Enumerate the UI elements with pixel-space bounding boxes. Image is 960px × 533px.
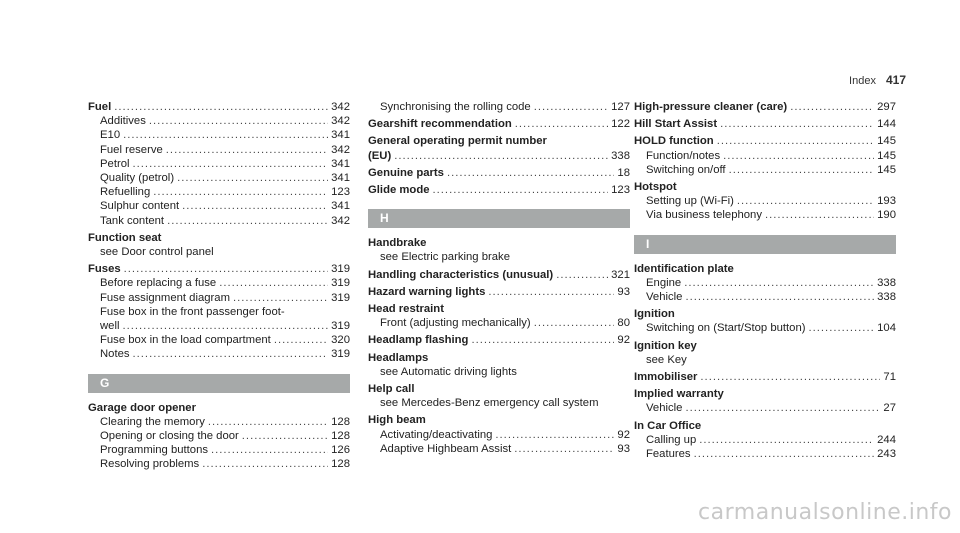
page-ref: 338 [877,291,896,304]
index-entry [368,166,630,180]
leader-dots [694,447,875,461]
page-ref: 342 [331,143,350,156]
subentry-text: Notes [100,348,130,361]
index-term: Ignition [634,308,675,321]
subentry-text: Adaptive Highbeam Assist [380,442,512,455]
letter-heading-g: G [88,374,350,393]
subentry-text: Setting up (Wi-Fi) [646,195,734,208]
page-ref: 127 [611,101,630,113]
letter-heading-h: H [368,209,630,228]
index-term-line [634,117,896,131]
index-column-2 [368,100,630,459]
see-reference: see Electric parking brake [380,251,510,264]
section-label: Index [849,75,876,87]
leader-dots [720,117,874,131]
index-term: Fuel [88,101,112,113]
leader-dots [534,100,608,114]
leader-dots [149,114,328,128]
index-term-line [368,183,630,197]
subentry-text: Features [646,448,691,461]
index-term: Glide mode [368,184,430,197]
leader-dots [515,117,608,131]
subentry-text: Fuse assignment diagram [100,291,230,304]
page-ref: 126 [331,444,350,457]
subentry-text: Quality (petrol) [100,172,175,185]
index-subentry [88,347,350,361]
index-entry [634,180,896,223]
index-term: High beam [368,414,426,427]
subentry-text: Additives [100,115,146,128]
index-entry [368,268,630,282]
index-term: HOLD function [634,135,714,148]
page-ref: 71 [883,371,896,384]
index-entry [88,100,350,228]
leader-dots [717,134,874,148]
index-term-line [368,268,630,282]
subentry-text: Calling up [646,433,697,446]
page-ref: 80 [617,317,630,330]
index-term-line [368,149,630,163]
index-entry [368,351,630,379]
see-reference: see Door control panel [100,246,214,259]
index-term: Head restraint [368,303,444,316]
index-column-1 [88,100,350,475]
leader-dots [122,319,328,333]
leader-dots [233,291,328,305]
see-reference: see Automatic driving lights [380,365,517,378]
page-ref: 128 [331,458,350,471]
entries [88,100,350,362]
leader-dots [182,199,328,213]
index-term-line [368,351,630,365]
page-ref: 320 [331,334,350,347]
page-ref: 341 [331,129,350,142]
subentry-text: Activating/deactivating [380,428,493,441]
index-term: Function seat [88,231,162,244]
index-term-line [88,401,350,415]
index-subentry [88,171,350,185]
index-entry [634,307,896,335]
index-term: Headlamp flashing [368,334,469,347]
index-term-line [368,333,630,347]
index-subentry [88,214,350,228]
index-term: Ignition key [634,339,697,352]
index-term-line [368,285,630,299]
index-subentry [88,199,350,213]
subentry-text: Fuel reserve [100,143,163,156]
index-term-line [368,236,630,250]
index-entry [88,401,350,472]
index-term: Gearshift recommendation [368,118,512,131]
index-entry [368,413,630,456]
leader-dots [208,415,328,429]
index-subentry [634,401,896,415]
index-term-line [368,117,630,131]
index-entry [634,370,896,384]
index-term: General operating permit number [368,135,547,148]
page-ref: 123 [331,186,350,199]
index-term: Hotspot [634,181,677,194]
leader-dots [167,214,328,228]
index-term: Identification plate [634,262,734,275]
index-entry [368,302,630,330]
page-ref: 92 [617,428,630,441]
index-term: Immobiliser [634,371,698,384]
leader-dots [765,208,874,222]
leader-dots [124,262,328,276]
page-ref: 342 [331,115,350,128]
index-entry [634,387,896,415]
index-term-line [634,387,896,401]
index-subentry [88,457,350,471]
page-ref: 243 [877,448,896,461]
leader-dots [153,185,328,199]
index-term: Handling characteristics (unusual) [368,268,554,281]
leader-dots [700,370,880,384]
subentry-text: Petrol [100,157,130,170]
index-entry [634,262,896,305]
index-term-line [634,339,896,353]
subentry-text: Engine [646,276,682,289]
subentry-text: Switching on (Start/Stop button) [646,322,806,335]
index-entry [634,134,896,177]
leader-dots [488,285,614,299]
entries [368,100,630,197]
page-ref: 145 [877,163,896,176]
leader-dots [534,316,615,330]
index-term-line [368,413,630,427]
index-term: Hill Start Assist [634,118,718,131]
page-ref: 128 [331,430,350,443]
index-subentry [634,433,896,447]
index-term: Genuine parts [368,166,444,179]
subentry-text: Synchronising the rolling code [380,101,531,113]
subentry-text: Programming buttons [100,444,208,457]
page-ref: 342 [331,101,350,113]
index-subentry [634,447,896,461]
subentry-text: Front (adjusting mechanically) [380,317,531,330]
page-ref: 338 [611,149,630,162]
page-ref: 193 [877,195,896,208]
index-term-line [634,100,896,114]
page-ref: 319 [331,263,350,276]
index-subentry [368,316,630,330]
index-term-line [368,382,630,396]
subentry-text: Vehicle [646,291,683,304]
leader-dots [211,443,328,457]
index-subentry [368,100,630,114]
entries [88,401,350,472]
page-number: 417 [885,73,906,87]
index-entry [634,419,896,462]
index-term-line [634,262,896,276]
subentry-text: well [100,320,120,333]
page-ref: 297 [877,101,896,113]
index-subentry [634,149,896,163]
index-subentry [634,276,896,290]
leader-dots [737,194,874,208]
see-reference: see Mercedes-Benz emergency call system [380,397,599,410]
leader-dots [219,276,328,290]
index-term-line [88,100,350,114]
index-subentry [634,290,896,304]
index-subentry [88,276,350,290]
page-ref: 190 [877,209,896,222]
leader-dots [114,100,328,114]
index-entry [368,333,630,347]
index-subentry [88,128,350,142]
index-term-line [634,307,896,321]
index-entry [368,183,630,197]
index-term-line [634,419,896,433]
index-subentry [88,143,350,157]
index-term: Headlamps [368,351,429,364]
watermark: carmanualsonline.info [698,500,952,525]
index-term: Fuses [88,263,121,276]
leader-dots [723,149,874,163]
page-header [849,73,906,87]
page-ref: 321 [611,268,630,281]
leader-dots [685,401,880,415]
index-entry [88,262,350,361]
page-ref: 145 [877,149,896,162]
see-reference: see Key [646,353,687,366]
index-term: (EU) [368,149,392,162]
subentry-text: Vehicle [646,402,683,415]
page-ref: 123 [611,184,630,197]
index-entry [368,285,630,299]
index-entry [368,100,630,114]
index-entry [634,100,896,114]
index-subentry [88,114,350,128]
index-subentry [88,429,350,443]
leader-dots [556,268,608,282]
page-ref: 104 [877,322,896,335]
index-term: Hazard warning lights [368,285,486,298]
subentry-text: Via business telephony [646,209,762,222]
index-subentry [88,291,350,305]
leader-dots [242,429,328,443]
page-ref: 319 [331,277,350,290]
index-term: Handbrake [368,237,427,250]
index-term-line [88,231,350,245]
index-entry [368,236,630,264]
index-term-line [88,262,350,276]
leader-dots [123,128,328,142]
leader-dots [394,149,608,163]
leader-dots [514,442,614,456]
index-term-line [368,166,630,180]
index-term-line [634,134,896,148]
index-column-3 [634,100,896,464]
leader-dots [699,433,874,447]
page-ref: 27 [883,402,896,415]
leader-dots [729,163,875,177]
leader-dots [166,143,328,157]
leader-dots [447,166,614,180]
subentry-text: Resolving problems [100,458,200,471]
subentry-text: Function/notes [646,149,721,162]
index-subentry [368,428,630,442]
leader-dots [133,347,329,361]
index-subentry [634,208,896,222]
leader-dots [202,457,328,471]
subentry-text: Clearing the memory [100,415,205,428]
index-subentry [634,163,896,177]
index-subentry [88,157,350,171]
leader-dots [177,171,328,185]
leader-dots [471,333,614,347]
index-subentry [88,443,350,457]
index-subentry [368,442,630,456]
page-ref: 319 [331,320,350,333]
page-ref: 338 [877,276,896,289]
page-ref: 341 [331,172,350,185]
index-term: In Car Office [634,419,702,432]
leader-dots [809,321,875,335]
page-ref: 128 [331,415,350,428]
index-term: Garage door opener [88,401,196,414]
leader-dots [684,276,874,290]
page-ref: 144 [877,118,896,131]
index-subentry [634,194,896,208]
page-ref: 319 [331,291,350,304]
entries [634,100,896,223]
subentry-text: Fuse box in the load compartment [100,334,271,347]
subentry-text: Opening or closing the door [100,430,239,443]
index-subentry [88,333,350,347]
subentry-text: Switching on/off [646,163,726,176]
index-term-line [634,370,896,384]
leader-dots [685,290,874,304]
index-entry [634,339,896,367]
page-ref: 93 [617,285,630,298]
index-subentry [88,185,350,199]
index-term-line [368,302,630,316]
subentry-text: Fuse box in the front passenger foot- [100,305,285,318]
subentry-text: E10 [100,129,121,142]
leader-dots [495,428,614,442]
index-entry [368,117,630,131]
index-term: High-pressure cleaner (care) [634,101,788,113]
page-ref: 341 [331,200,350,213]
leader-dots [274,333,328,347]
index-subentry [88,415,350,429]
page-ref: 122 [611,118,630,131]
entries [634,262,896,462]
page-ref: 341 [331,157,350,170]
index-subentry [634,321,896,335]
page-ref: 93 [617,442,630,455]
page-ref: 319 [331,348,350,361]
subentry-text: Refuelling [100,186,151,199]
page-ref: 18 [617,166,630,179]
index-term-line [634,180,896,194]
index-term: Implied warranty [634,388,724,401]
index-entry [634,117,896,131]
index-entry [368,382,630,410]
subentry-text: Tank content [100,214,165,227]
page-ref: 244 [877,433,896,446]
entries [368,236,630,456]
page-ref: 92 [617,334,630,347]
letter-heading-i: I [634,235,896,254]
index-entry [368,134,630,162]
subentry-text: Sulphur content [100,200,180,213]
index-entry [88,231,350,259]
leader-dots [433,183,609,197]
index-subentry [88,319,350,333]
index-term: Help call [368,383,415,396]
leader-dots [790,100,874,114]
subentry-text: Before replacing a fuse [100,277,217,290]
page-ref: 145 [877,135,896,148]
page-ref: 342 [331,214,350,227]
leader-dots [133,157,329,171]
